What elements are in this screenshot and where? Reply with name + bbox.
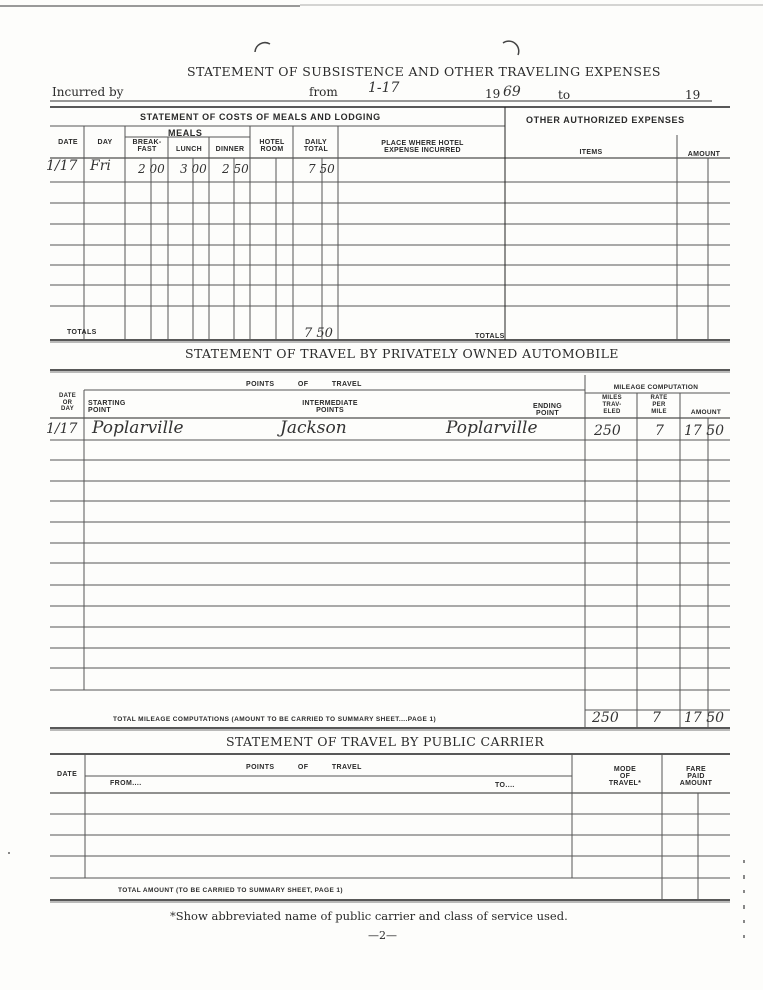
carrier-col-date: DATE <box>57 771 78 778</box>
auto-total-rate[interactable]: 7 <box>652 710 661 726</box>
carrier-to-label: TO.... <box>495 782 515 789</box>
auto-col-miles: MILES TRAV- ELED <box>602 395 622 415</box>
auto-total-miles[interactable]: 250 <box>592 710 619 726</box>
year-value[interactable]: 69 <box>503 84 521 100</box>
auto-total-label: TOTAL MILEAGE COMPUTATIONS (AMOUNT TO BE CARRIED TO SUMMARY SHEET....PAGE 1) <box>113 716 437 723</box>
col-daily-total: DAILY TOTAL <box>303 139 329 153</box>
auto-col-rate: RATE PER MILE <box>650 395 668 415</box>
col-day: DAY <box>97 139 113 146</box>
meals-group-header: MEALS <box>168 128 203 138</box>
meals-lodging-title: STATEMENT OF COSTS OF MEALS AND LODGING <box>140 112 381 122</box>
col-breakfast: BREAK- FAST <box>132 139 162 153</box>
auto-col-amount: AMOUNT <box>690 409 722 416</box>
carrier-total-label: TOTAL AMOUNT (TO BE CARRIED TO SUMMARY SHEET, PAGE 1) <box>118 887 344 894</box>
meals-totals-label: TOTALS <box>67 329 97 336</box>
meal-row-dinner[interactable]: 2 50 <box>222 162 249 176</box>
auto-row-start[interactable]: Poplarville <box>92 418 184 438</box>
auto-col-date: DATE OR DAY <box>58 393 77 412</box>
from-label: from <box>309 85 338 99</box>
from-date-value[interactable]: 1-17 <box>368 80 400 96</box>
carrier-col-fare: FARE PAID AMOUNT <box>679 766 713 787</box>
mileage-computation-header: MILEAGE COMPUTATION <box>613 384 699 391</box>
col-items: ITEMS <box>579 149 603 156</box>
meal-row-date[interactable]: 1/17 <box>46 158 78 174</box>
meal-row-day[interactable]: Fri <box>90 158 111 174</box>
auto-row-miles[interactable]: 250 <box>594 423 621 439</box>
auto-row-end[interactable]: Poplarville <box>446 418 538 438</box>
auto-col-end: ENDING POINT <box>532 403 563 417</box>
to-label: to <box>558 88 571 102</box>
other-totals-label: TOTALS <box>475 333 505 340</box>
auto-col-intermediate: INTERMEDIATE POINTS <box>302 400 358 414</box>
carrier-from-label: FROM.... <box>110 780 142 787</box>
footnote: *Show abbreviated name of public carrier and class of service used. <box>170 909 568 923</box>
year-prefix: 19 <box>485 87 501 101</box>
col-dinner: DINNER <box>215 146 245 153</box>
page-number: —2— <box>368 929 397 942</box>
col-hotel-room: HOTEL ROOM <box>259 139 285 153</box>
auto-section-title: STATEMENT OF TRAVEL BY PRIVATELY OWNED AUTOMOBILE <box>185 346 619 361</box>
carrier-section-title: STATEMENT OF TRAVEL BY PUBLIC CARRIER <box>226 734 545 749</box>
auto-row-intermediate[interactable]: Jackson <box>280 418 347 438</box>
meal-row-lunch[interactable]: 3 00 <box>180 162 207 176</box>
other-expenses-title: OTHER AUTHORIZED EXPENSES <box>526 115 685 125</box>
to-year-prefix: 19 <box>685 88 701 102</box>
auto-points-header: POINTS OF TRAVEL <box>246 381 362 388</box>
auto-row-date[interactable]: 1/17 <box>46 421 78 437</box>
auto-row-amount[interactable]: 17 50 <box>684 423 725 439</box>
auto-col-start: STARTING POINT <box>88 400 126 414</box>
carrier-points-header: POINTS OF TRAVEL <box>246 764 362 771</box>
incurred-by-label: Incurred by <box>52 85 124 99</box>
col-date: DATE <box>58 139 78 146</box>
meals-totals-value[interactable]: 7 50 <box>304 326 333 341</box>
auto-row-rate[interactable]: 7 <box>655 423 664 439</box>
col-other-amount: AMOUNT <box>687 151 721 158</box>
meal-row-breakfast[interactable]: 2 00 <box>138 162 165 176</box>
carrier-col-mode: MODE OF TRAVEL* <box>608 766 642 787</box>
auto-total-amount[interactable]: 17 50 <box>684 710 725 726</box>
col-place: PLACE WHERE HOTEL EXPENSE INCURRED <box>381 140 464 154</box>
form-title: STATEMENT OF SUBSISTENCE AND OTHER TRAVELING EXPENSES <box>187 64 661 79</box>
col-lunch: LUNCH <box>176 146 202 153</box>
meal-row-daily-total[interactable]: 7 50 <box>308 162 335 176</box>
